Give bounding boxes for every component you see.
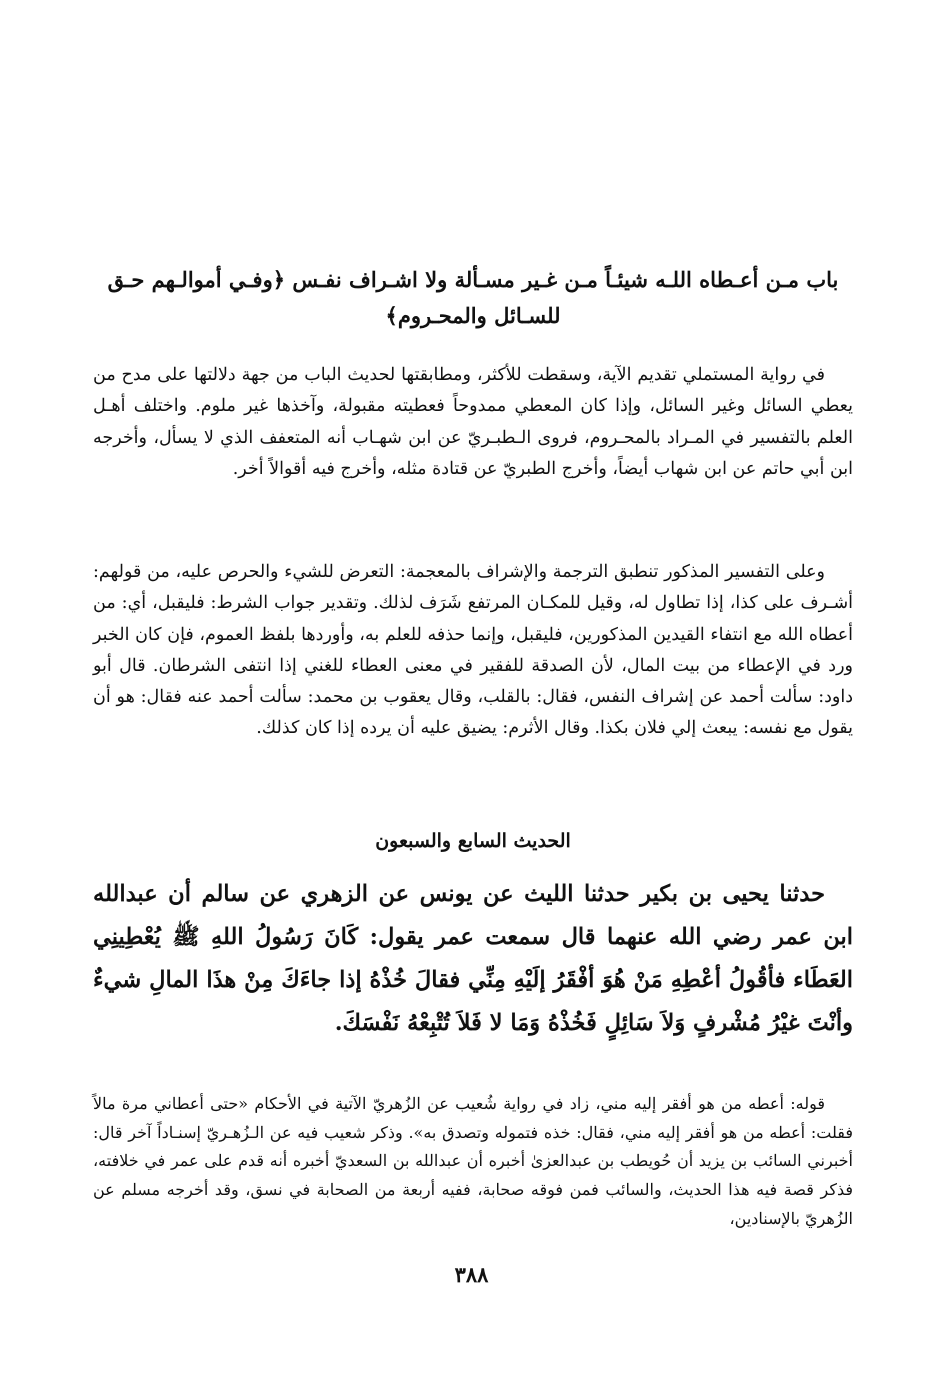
paragraph-2: وعلى التفسير المذكور تنطبق الترجمة والإشراف بالمعجمة: التعرض للشيء والحرص عليه، من قولهم: أشـرف على كذا، إذا تطاول له، وقيل للمكـان المرتفع شَرَف لذلك. وتقدير جواب الشرط: فليقبل، أي: من أعطاه الله مع انتفاء القيدين المذكورين، فليقبل، وإنما حذفه للعلم به، وأوردها بلفظ العموم، فإن كان الخبر ورد في الإعطاء من بيت المال، لأن الصدقة للفقير في معنى العطاء للغني إذا انتفى الشرطان. قال أبو داود: سألت أحمد عن إشراف النفس، فقال: بالقلب، وقال يعقوب بن محمد: سألت أحمد عنه فقال: هو أن يقول مع نفسه: يبعث إلي فلان بكذا. وقال الأثرم: يضيق عليه أن يرده إذا كان كذلك. bbox=[93, 562, 853, 739]
page-number: ٣٨٨ bbox=[454, 1262, 489, 1287]
hadith-text: حدثنا يحيى بن بكير حدثنا الليث عن يونس عن الزهري عن سالم أن عبدالله ابن عمر رضي الله عنهما قال سمعت عمر يقول: كَانَ رَسُولُ اللهِ ﷺ يُعْطِينِي العَطَاء فأقُولُ أعْطِهِ مَنْ هُوَ أفْقَرُ إلَيْهِ مِنِّي فقالَ خُذْهُ إذا جاءَكَ مِنْ هذَا المالِ شيءٌ وأنْتَ غيْرُ مُشْرفٍ وَلاَ سَائِلٍ فَخُذْهُ وَمَا لا فَلاَ تُتْبِعْهُ نَفْسَكَ. bbox=[93, 881, 853, 1036]
paragraph-1: في رواية المستملي تقديم الآية، وسقطت للأكثر، ومطابقتها لحديث الباب من جهة دلالتها على مدح من يعطي السائل وغير السائل، وإذا كان المعطي ممدوحاً فعطيته مقبولة، وآخذها غير ملوم. واختلف أهـل العلم بالتفسير في المـراد بالمحـروم، فروى الـطبـريّ عن ابن شهـاب أنه المتعفف الذي لا يسأل، وأخرجه ابن أبي حاتم عن ابن شهاب أيضاً، وأخرج الطبريّ عن قتادة مثله، وأخرج فيه أقوالاً أخر. bbox=[93, 365, 853, 479]
hadith-heading: الحديث السابع والسبعون bbox=[375, 830, 571, 852]
commentary-paragraph: قوله: أعطه من هو أفقر إليه مني، زاد في رواية شُعيب عن الزُهريّ الآتية في الأحكام «حتى أعطاني مرة مالاً فقلت: أعطه من هو أفقر إليه مني، فقال: خذه فتموله وتصدق به». وذكر شعيب فيه عن الـزُهـريّ إسنـاداً آخر قال: أخبرني السائب بن يزيد أن حُويطب بن عبدالعزىٰ أخبره أن عبدالله بن السعديّ أخبره أنه قدم على عمر في خلافته، فذكر قصة فيه هذا الحديث، والسائب فمن فوقه صحابة، ففيه أربعة من الصحابة في نسق، وقد أخرجه مسلم عن الزُهريّ بالإسنادين، bbox=[93, 1094, 853, 1228]
chapter-heading: باب مـن أعـطاه اللـه شيئـاً مـن غـير مسـألة ولا اشـراف نفـس ﴿وفـي أموالـهم حـق للسـائل والمحـروم﴾ bbox=[107, 267, 839, 328]
